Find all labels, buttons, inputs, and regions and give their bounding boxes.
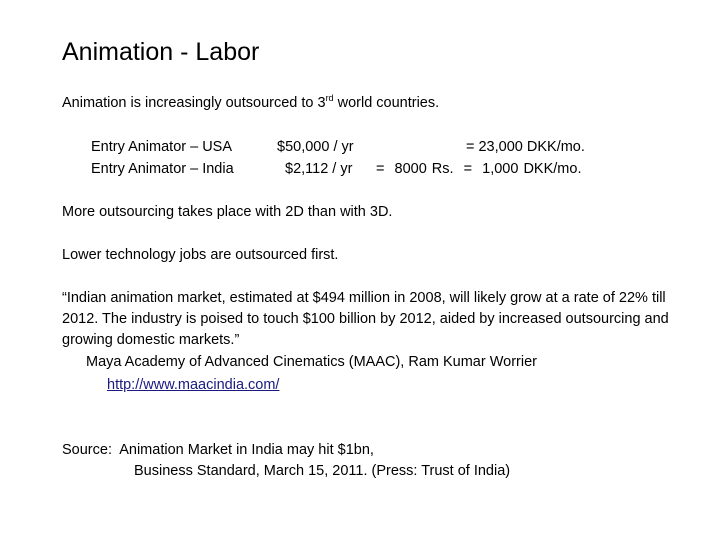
lower-tech-statement: Lower technology jobs are outsourced first. bbox=[62, 247, 339, 263]
intro-text-end: world countries. bbox=[333, 95, 440, 111]
maac-link[interactable]: http://www.maacindia.com/ bbox=[107, 377, 280, 393]
source-line-2: Business Standard, March 15, 2011. (Press: Trust of India) bbox=[134, 463, 511, 479]
intro-text-start: Animation is increasingly outsourced to 3 bbox=[62, 95, 326, 111]
salary-amount-india: $2,112 / yr bbox=[285, 161, 353, 177]
salary-label-india: Entry Animator – India bbox=[91, 161, 234, 177]
market-quote: “Indian animation market, estimated at $494 million in 2008, will likely grow at a rate of 22% till 2012. The industry is poised to touch $100 billion by 2012, aided by increased outsourcing and growing domestic markets.” bbox=[62, 290, 669, 348]
salary-conversion-india: = 8000 Rs. = 1,000 DKK/mo. bbox=[376, 161, 582, 177]
intro-superscript: rd bbox=[325, 93, 334, 103]
slide-title: Animation - Labor bbox=[62, 38, 260, 66]
salary-label-usa: Entry Animator – USA bbox=[91, 139, 233, 155]
quote-attribution: Maya Academy of Advanced Cinematics (MAAC), Ram Kumar Worrier bbox=[86, 354, 537, 370]
intro-statement bbox=[62, 93, 439, 113]
source-line-1: Source: Animation Market in India may hit $1bn, bbox=[62, 442, 374, 458]
salary-conversion-usa: = 23,000 DKK/mo. bbox=[466, 139, 585, 155]
salary-amount-usa: $50,000 / yr bbox=[277, 139, 354, 155]
outsourcing-2d-statement: More outsourcing takes place with 2D than with 3D. bbox=[62, 204, 393, 220]
